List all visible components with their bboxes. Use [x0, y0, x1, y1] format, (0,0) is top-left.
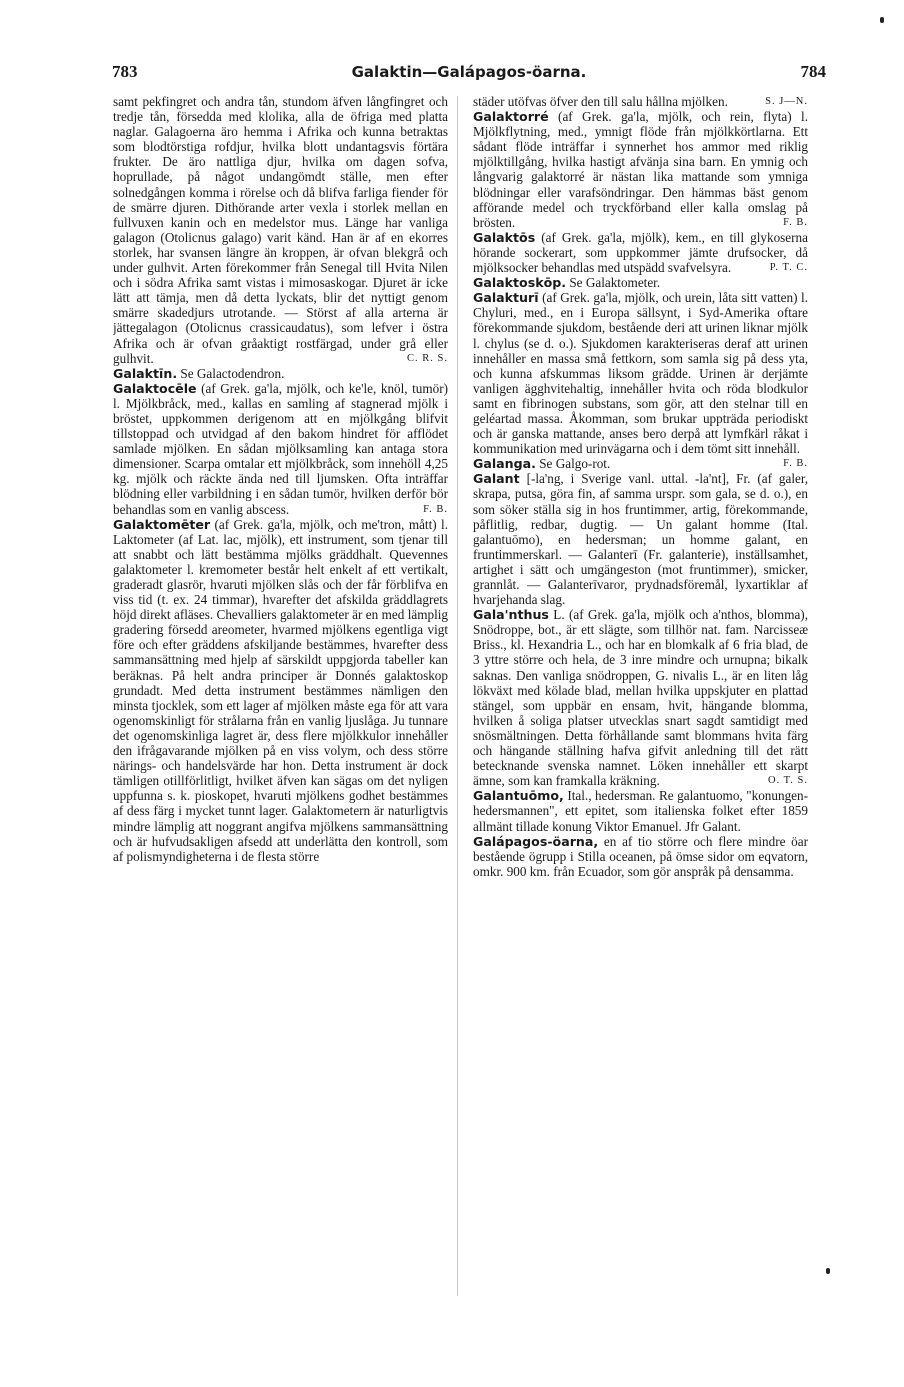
entry-headword: Galantuōmo,: [473, 788, 564, 804]
entry-headword: Galaktocēle: [113, 380, 197, 396]
entry-text: (af Grek. ga'la, mjölk, och me'tron, mått) l. Laktometer (af Lat. lac, mjölk), ett instrument, som tjenar till att snabbt och lätt bestämma mjölks gräddhalt. Quevennes galaktometer l. kremometer består helt enkelt af ett vertikalt, graderadt glasrör, hvaruti mjölken slås och der får förblifva en viss tid (t. ex. 24 timmar), hvarefter det afskilda gräddlagrets höjd direkt afläses. Chevalliers galaktometer är en med lämplig gradering försedd areometer, hvarmed mjölkens egentliga vigt före och efter gräddens afskiljande bestämmes, hvarefter dess sammansättning med hjelp af särskildt uppgjorda tabeller kan beräknas. På helt andra principer är Donnés galaktoskop grundadt. Med detta instrument bestämmes nämligen den minsta tjocklek, som ett lager af mjölken måste ega för att vara ogenomskinligt för strålarna från en vanlig ljuslåga. Ju tunnare det ogenomskinliga lagret är, dess flere mjölkkulor innehåller den ifrågavarande mjölken på en viss volym, och dess större närings- och handelsvärde har hon. Detta instrument är dock tämligen otillförlitligt, hvilket äfven kan sägas om det nyligen uppfunna s. k. pioskopet, hvaruti mjölkens godhet bestämmes af dess färg i mycket tunnt lager. Galaktometern är naturligtvis mindre lämplig att noggrant angifva mjölkens sammansättning och är hufvudsakligen afsedd att underlätta den kontroll, som af polismyndigheterna i de flesta större: [113, 516, 448, 864]
entry-headword: Galápagos-öarna,: [473, 833, 599, 849]
entry-headword: Galant: [473, 471, 520, 487]
page-header: [112, 62, 826, 86]
entry-text: Se Galgo-rot.: [539, 456, 611, 472]
author-signature: F. B.: [423, 503, 448, 515]
dictionary-entry: [473, 834, 808, 879]
entry-headword: Galaktorré: [473, 109, 549, 125]
right-column: [473, 94, 808, 1324]
entry-headword: Gala'nthus: [473, 607, 549, 623]
dictionary-entry: [473, 788, 808, 833]
author-signature: O. T. S.: [768, 775, 808, 787]
dictionary-entry: [113, 94, 448, 366]
margin-mark-bottom: [826, 1268, 830, 1274]
entry-headword: Galanga.: [473, 456, 536, 472]
author-signature: F. B.: [783, 216, 808, 228]
entry-text: (af Grek. ga'la, mjölk, och ke'le, knöl, tumör) l. Mjölkbråck, med., kallas en samling af stagnerad mjölk i bröstet, uppkommen derigenom att en mjölkgång blifvit tillstoppad och utvidgad af den bakom hindret för afflödet samlade mjölken. En sådan mjölksamling kan antaga stora dimensioner. Scarpa omtalar ett mjölkbråck, som innehöll 4,25 kg. mjölk och räckte ända ned till ljumsken. Ofta inträffar blödning eller varbildning i en sådan tumör, hvilken derför bör behandlas som en vanlig abscess.: [113, 380, 448, 517]
dictionary-entry: [473, 471, 808, 607]
author-signature: C. R. S.: [407, 352, 448, 364]
entry-text: Ital., hedersman. Re galantuomo, "konungen-hedersmannen", ett epitet, som italienska folket efter 1859 allmänt tillade konung Viktor Emanuel. Jfr Galant.: [473, 788, 808, 834]
entry-text: städer utöfvas öfver den till salu hållna mjölken.: [473, 94, 728, 109]
entry-text: en af tio större och flere mindre öar bestående ögrupp i Stilla oceanen, på ömse sidor om eqvatorn, omkr. 900 km. från Ecuador, som gör anspråk på densamma.: [473, 833, 808, 879]
entry-headword: Galakturī: [473, 290, 539, 306]
dictionary-entry: [473, 109, 808, 230]
margin-mark-top: [880, 17, 884, 23]
entry-text: (af Grek. ga'la, mjölk, och rein, flyta) l. Mjölkflytning, med., ymnigt flöde från mjölkkörtlarna. Ett sådant flöde inträffar i synnerhet hos ammor med riklig mjölktillgång, hvilka hastigt afvänja sina barn. En ymnig och långvarig galaktorré är nästan lika mattande som ymniga blödningar eller varafsöndringar. Den hämmas bäst genom afförande medel och tryckförband eller kalla omslag på brösten.: [473, 109, 808, 230]
left-column: [113, 94, 448, 1324]
dictionary-entry: [113, 381, 448, 517]
entry-headword: Galaktomēter: [113, 516, 211, 532]
entry-text: (af Grek. ga'la, mjölk, och urein, låta sitt vatten) l. Chyluri, med., en i Europa sällsynt, i Syd-Amerika oftare förekommande sjukdom, bestående deri att urinen liknar mjölk l. chylus (se d. o.). Sjukdomen karakteriseras deraf att urinen innehåller en massa små fettkorn, som samla sig på dess yta, och kunna afskummas liksom grädde. Urinen är derjämte vanligen ägghvitehaltig, innehåller hvita och röda blodkulor samt en fibrinogen substans, som gör, att den stelnar till en geléartad massa. Åkomman, som brukar uppträda periodiskt och är ganska mattande, anses bero derpå att lymfkärl råkat i kommunikation med urinvägarna och i dem tömt sitt innehåll.: [473, 290, 808, 457]
entry-text: [-la'ng, i Sverige vanl. uttal. -la'nt], Fr. (af galer, skrapa, putsa, göra fin, af samma urspr. som gala, se d. o.), en som söker ställa sig in hos fruntimmer, artig, förekommande, påflitlig, redbar, dugtig. — Un galant homme (Ital. galantuōmo), en hedersman; un homme galant, en fruntimmerskarl. — Galanterī (Fr. galanterie), inställsamhet, artighet i sätt och umgängeston (mot fruntimmer), smicker, grannlåt. — Galanterīvaror, prydnadsföremål, lyxartiklar af hvarjehanda slag.: [473, 471, 808, 608]
entry-headword: Galaktoskōp.: [473, 275, 567, 291]
entry-text: L. (af Grek. ga'la, mjölk och a'nthos, blomma), Snödroppe, bot., är ett slägte, som tillhör nat. fam. Narcisseæ Briss., kl. Hexandria L., och har en blomkalk af 6 fria blad, de 3 yttre större och hela, de 3 inre mindre och urnupna; bikalk saknas. Den vanliga snödroppen, G. nivalis L., är en liten låg lökväxt med kölade blad, mellan hvilka uppskjuter en plattad stängel, som uppbär en ensam, hvit, hängande blomma, hvilken å soliga platser utvecklas snart sagdt samtidigt med snösmältningen. Detta förhållande samt blommans hvita färg och hängande ställning hafva gifvit anledning till det rätt betecknande svenska namnet. Löken innehåller ett skarpt ämne, som kan framkalla kräkning.: [473, 607, 808, 789]
entry-text: Se Galaktometer.: [569, 275, 661, 291]
page-number-right: 784: [800, 62, 826, 81]
dictionary-entry: [113, 366, 448, 381]
entry-text: Se Galactodendron.: [180, 365, 285, 381]
dictionary-entry: [473, 607, 808, 788]
author-signature: S. J—N.: [765, 96, 808, 107]
entry-text: (af Grek. ga'la, mjölk), kem., en till glykoserna hörande sockerart, som uppkommer jämte drufsocker, då mjölksocker behandlas med utspädd svafvelsyra.: [473, 229, 808, 276]
entry-text: samt pekfingret och andra tån, stundom äfven långfingret och tredje tån, försedda med klolika, alla de öfriga med platta naglar. Galagoerna äro hemma i Afrika och kunna betraktas som blodtörstiga rofdjur, hvilka blott undantagsvis förtära frukter. De äro nattliga djur, hvilka om dagen sofva, hoprullade, på något undangömdt ställe, men efter solnedgången komma i rörelse och då blifva farliga fiender för de smärre djuren. Dithörande arter vexla i storlek mellan en fullvuxen kanin och en medelstor mus. Länge har vanliga galagon (Otolicnus galago) varit känd. Han är af en ekorres storlek, har svansen längre än kroppen, är ofvan blekgrå och under gulhvit. Arten förekommer från Senegal till Hvita Nilen och i södra Afrika samt vistas i mimosaskogar. Djuret är icke lätt att tämja, men då detta lyckats, blir det nyttigt genom smärre skadedjurs utrotande. — Störst af alla arterna är jättegalagon (Otolicnus crassicaudatus), som lefver i östra Afrika och är ofvan gråaktigt rostfärgad, under grå eller gulhvit.: [113, 94, 448, 366]
entry-headword: Galaktīn.: [113, 365, 178, 381]
running-head: Galaktin—Galápagos-öarna.: [351, 63, 587, 81]
dictionary-entry: [473, 230, 808, 275]
author-signature: F. B.: [783, 458, 808, 470]
entry-headword: Galaktōs: [473, 229, 536, 245]
dictionary-entry: [473, 456, 808, 471]
page-number-left: 783: [112, 62, 138, 81]
column-rule: [457, 96, 458, 1296]
dictionary-entry: [473, 94, 808, 109]
author-signature: P. T. C.: [769, 262, 808, 274]
dictionary-entry: [473, 275, 808, 290]
dictionary-entry: [113, 517, 448, 864]
